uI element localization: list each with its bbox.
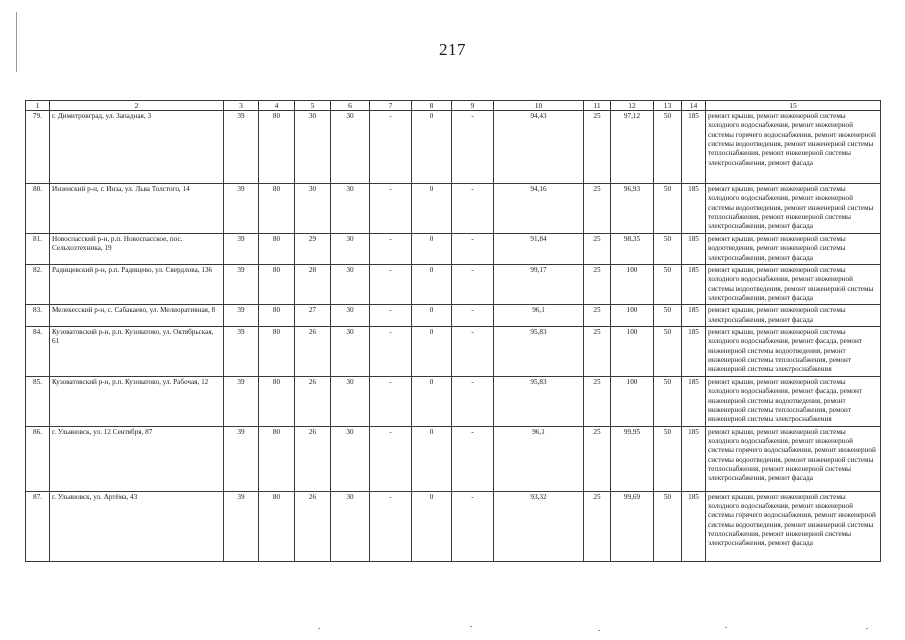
cell-col-12: 99,95 <box>611 426 654 491</box>
cell-col-9: - <box>452 233 494 264</box>
scan-speck <box>598 630 600 631</box>
building-address: г. Ульяновск, ул. 12 Сентября, 87 <box>50 426 224 491</box>
cell-col-13: 50 <box>654 327 682 377</box>
cell-col-10: 96,1 <box>494 305 584 327</box>
cell-col-9: - <box>452 264 494 304</box>
cell-col-14: 185 <box>682 233 706 264</box>
cell-col-10: 93,32 <box>494 491 584 561</box>
cell-col-9: - <box>452 184 494 234</box>
cell-col-6: 30 <box>331 233 370 264</box>
cell-col-6: 30 <box>331 327 370 377</box>
repair-works: ремонт крыши, ремонт инженерной системы водоотведения, ремонт инженерной системы электроснабжения, ремонт фасада <box>706 233 881 264</box>
cell-col-11: 25 <box>584 426 611 491</box>
cell-col-5: 27 <box>295 305 331 327</box>
row-number: 86. <box>26 426 50 491</box>
cell-col-8: 0 <box>412 184 452 234</box>
row-number: 80. <box>26 184 50 234</box>
building-address: Мелекесский р-н, с. Сабакаево, ул. Мелиоративная, 8 <box>50 305 224 327</box>
cell-col-5: 26 <box>295 376 331 426</box>
cell-col-9: - <box>452 111 494 184</box>
cell-col-7: - <box>370 426 412 491</box>
cell-col-6: 30 <box>331 376 370 426</box>
scan-speck <box>470 626 472 627</box>
scan-speck <box>725 627 727 628</box>
column-header: 2 <box>50 101 224 111</box>
cell-col-10: 95,83 <box>494 376 584 426</box>
cell-col-14: 185 <box>682 376 706 426</box>
cell-col-5: 26 <box>295 491 331 561</box>
column-header: 6 <box>331 101 370 111</box>
cell-col-5: 30 <box>295 184 331 234</box>
table-row <box>26 426 881 491</box>
building-address: Кузоватовский р-н, р.п. Кузоватово, ул. Октябрьская, 61 <box>50 327 224 377</box>
column-header: 11 <box>584 101 611 111</box>
cell-col-7: - <box>370 327 412 377</box>
table-row <box>26 327 881 377</box>
cell-col-9: - <box>452 491 494 561</box>
cell-col-11: 25 <box>584 111 611 184</box>
column-header: 1 <box>26 101 50 111</box>
cell-col-14: 185 <box>682 264 706 304</box>
cell-col-12: 99,69 <box>611 491 654 561</box>
column-header: 3 <box>224 101 259 111</box>
cell-col-14: 185 <box>682 305 706 327</box>
cell-col-12: 100 <box>611 327 654 377</box>
cell-col-4: 80 <box>259 327 295 377</box>
column-header: 14 <box>682 101 706 111</box>
cell-col-7: - <box>370 184 412 234</box>
row-number: 85. <box>26 376 50 426</box>
cell-col-9: - <box>452 376 494 426</box>
cell-col-7: - <box>370 376 412 426</box>
building-address: Инзенский р-н, г. Инза, ул. Льва Толстого, 14 <box>50 184 224 234</box>
cell-col-3: 39 <box>224 491 259 561</box>
repair-works: ремонт крыши, ремонт инженерной системы холодного водоснабжения, ремонт инженерной системы горячего водоснабжения, ремонт инженерной системы водоотведения, ремонт инженерной системы теплоснабжения, ремонт инженерной системы электроснабжения, ремонт фасада <box>706 111 881 184</box>
cell-col-3: 39 <box>224 233 259 264</box>
cell-col-12: 96,93 <box>611 184 654 234</box>
cell-col-9: - <box>452 426 494 491</box>
repair-works: ремонт крыши, ремонт инженерной системы холодного водоснабжения, ремонт фасада, ремонт инженерной системы водоотведения, ремонт инженерной системы теплоснабжения, ремонт инженерной системы электроснабжения <box>706 376 881 426</box>
page-number: 217 <box>439 40 466 59</box>
cell-col-7: - <box>370 233 412 264</box>
repair-works: ремонт крыши, ремонт инженерной системы холодного водоснабжения, ремонт фасада, ремонт инженерной системы водоотведения, ремонт инженерной системы теплоснабжения, ремонт инженерной системы электроснабжения <box>706 327 881 377</box>
cell-col-7: - <box>370 111 412 184</box>
cell-col-6: 30 <box>331 426 370 491</box>
cell-col-5: 26 <box>295 327 331 377</box>
cell-col-5: 30 <box>295 111 331 184</box>
building-address: Новоспасский р-н, р.п. Новоспасское, пос. Сельхозтехника, 19 <box>50 233 224 264</box>
cell-col-11: 25 <box>584 376 611 426</box>
cell-col-8: 0 <box>412 491 452 561</box>
cell-col-10: 99,17 <box>494 264 584 304</box>
cell-col-5: 26 <box>295 426 331 491</box>
column-header: 15 <box>706 101 881 111</box>
scan-speck <box>318 628 320 629</box>
cell-col-4: 80 <box>259 111 295 184</box>
cell-col-13: 50 <box>654 305 682 327</box>
column-number-row <box>26 101 881 111</box>
building-address: Радищевский р-н, р.п. Радищево, ул. Свердлова, 136 <box>50 264 224 304</box>
row-number: 79. <box>26 111 50 184</box>
cell-col-6: 30 <box>331 184 370 234</box>
repair-works: ремонт крыши, ремонт инженерной системы холодного водоснабжения, ремонт инженерной системы горячего водоснабжения, ремонт инженерной системы водоотведения, ремонт инженерной системы теплоснабжения, ремонт инженерной системы электроснабжения, ремонт фасада <box>706 426 881 491</box>
table-row <box>26 233 881 264</box>
cell-col-10: 94,43 <box>494 111 584 184</box>
row-number: 82. <box>26 264 50 304</box>
cell-col-8: 0 <box>412 376 452 426</box>
cell-col-12: 100 <box>611 264 654 304</box>
cell-col-10: 94,16 <box>494 184 584 234</box>
cell-col-9: - <box>452 327 494 377</box>
building-address: г. Ульяновск, ул. Артёма, 43 <box>50 491 224 561</box>
column-header: 13 <box>654 101 682 111</box>
cell-col-11: 25 <box>584 305 611 327</box>
cell-col-4: 80 <box>259 184 295 234</box>
cell-col-10: 96,1 <box>494 426 584 491</box>
table-row <box>26 376 881 426</box>
cell-col-14: 185 <box>682 111 706 184</box>
cell-col-7: - <box>370 491 412 561</box>
cell-col-14: 185 <box>682 426 706 491</box>
cell-col-8: 0 <box>412 327 452 377</box>
cell-col-13: 50 <box>654 264 682 304</box>
column-header: 9 <box>452 101 494 111</box>
cell-col-3: 39 <box>224 327 259 377</box>
cell-col-12: 100 <box>611 376 654 426</box>
table-row <box>26 491 881 561</box>
cell-col-6: 30 <box>331 264 370 304</box>
column-header: 7 <box>370 101 412 111</box>
row-number: 84. <box>26 327 50 377</box>
cell-col-11: 25 <box>584 327 611 377</box>
cell-col-8: 0 <box>412 264 452 304</box>
row-number: 83. <box>26 305 50 327</box>
cell-col-5: 29 <box>295 233 331 264</box>
cell-col-5: 28 <box>295 264 331 304</box>
cell-col-14: 185 <box>682 184 706 234</box>
cell-col-13: 50 <box>654 233 682 264</box>
cell-col-4: 80 <box>259 305 295 327</box>
table-row <box>26 305 881 327</box>
cell-col-3: 39 <box>224 264 259 304</box>
cell-col-3: 39 <box>224 184 259 234</box>
cell-col-8: 0 <box>412 233 452 264</box>
cell-col-13: 50 <box>654 184 682 234</box>
cell-col-10: 91,84 <box>494 233 584 264</box>
cell-col-12: 98,35 <box>611 233 654 264</box>
repair-works: ремонт крыши, ремонт инженерной системы холодного водоснабжения, ремонт инженерной системы горячего водоснабжения, ремонт инженерной системы водоотведения, ремонт инженерной системы теплоснабжения, ремонт инженерной системы электроснабжения, ремонт фасада <box>706 491 881 561</box>
cell-col-4: 80 <box>259 491 295 561</box>
column-header: 4 <box>259 101 295 111</box>
building-address: Кузоватовский р-н, р.п. Кузоватово, ул. Рабочая, 12 <box>50 376 224 426</box>
table-row <box>26 184 881 234</box>
row-number: 81. <box>26 233 50 264</box>
column-header: 8 <box>412 101 452 111</box>
cell-col-6: 30 <box>331 111 370 184</box>
column-header: 10 <box>494 101 584 111</box>
cell-col-12: 100 <box>611 305 654 327</box>
cell-col-3: 39 <box>224 376 259 426</box>
table-row <box>26 111 881 184</box>
cell-col-7: - <box>370 305 412 327</box>
cell-col-4: 80 <box>259 264 295 304</box>
cell-col-4: 80 <box>259 376 295 426</box>
table-row <box>26 264 881 304</box>
cell-col-6: 30 <box>331 491 370 561</box>
repair-works: ремонт крыши, ремонт инженерной системы холодного водоснабжения, ремонт инженерной системы водоотведения, ремонт инженерной системы электроснабжения, ремонт фасада <box>706 264 881 304</box>
column-header: 12 <box>611 101 654 111</box>
cell-col-6: 30 <box>331 305 370 327</box>
cell-col-3: 39 <box>224 426 259 491</box>
cell-col-8: 0 <box>412 305 452 327</box>
cell-col-12: 97,12 <box>611 111 654 184</box>
repair-works: ремонт крыши, ремонт инженерной системы электроснабжения, ремонт фасада <box>706 305 881 327</box>
column-header: 5 <box>295 101 331 111</box>
cell-col-9: - <box>452 305 494 327</box>
row-number: 87. <box>26 491 50 561</box>
cell-col-13: 50 <box>654 376 682 426</box>
cell-col-3: 39 <box>224 305 259 327</box>
cell-col-11: 25 <box>584 233 611 264</box>
cell-col-10: 95,83 <box>494 327 584 377</box>
repair-works: ремонт крыши, ремонт инженерной системы холодного водоснабжения, ремонт инженерной системы водоотведения, ремонт инженерной системы теплоснабжения, ремонт инженерной системы электроснабжения, ремонт фасада <box>706 184 881 234</box>
scan-speck <box>866 628 868 629</box>
cell-col-4: 80 <box>259 426 295 491</box>
cell-col-14: 185 <box>682 491 706 561</box>
cell-col-11: 25 <box>584 264 611 304</box>
cell-col-13: 50 <box>654 111 682 184</box>
cell-col-13: 50 <box>654 426 682 491</box>
cell-col-13: 50 <box>654 491 682 561</box>
cell-col-7: - <box>370 264 412 304</box>
cell-col-11: 25 <box>584 491 611 561</box>
cell-col-8: 0 <box>412 111 452 184</box>
repair-program-table <box>25 100 881 562</box>
cell-col-4: 80 <box>259 233 295 264</box>
cell-col-3: 39 <box>224 111 259 184</box>
cell-col-11: 25 <box>584 184 611 234</box>
building-address: г. Димитровград, ул. Западная, 3 <box>50 111 224 184</box>
cell-col-8: 0 <box>412 426 452 491</box>
cell-col-14: 185 <box>682 327 706 377</box>
